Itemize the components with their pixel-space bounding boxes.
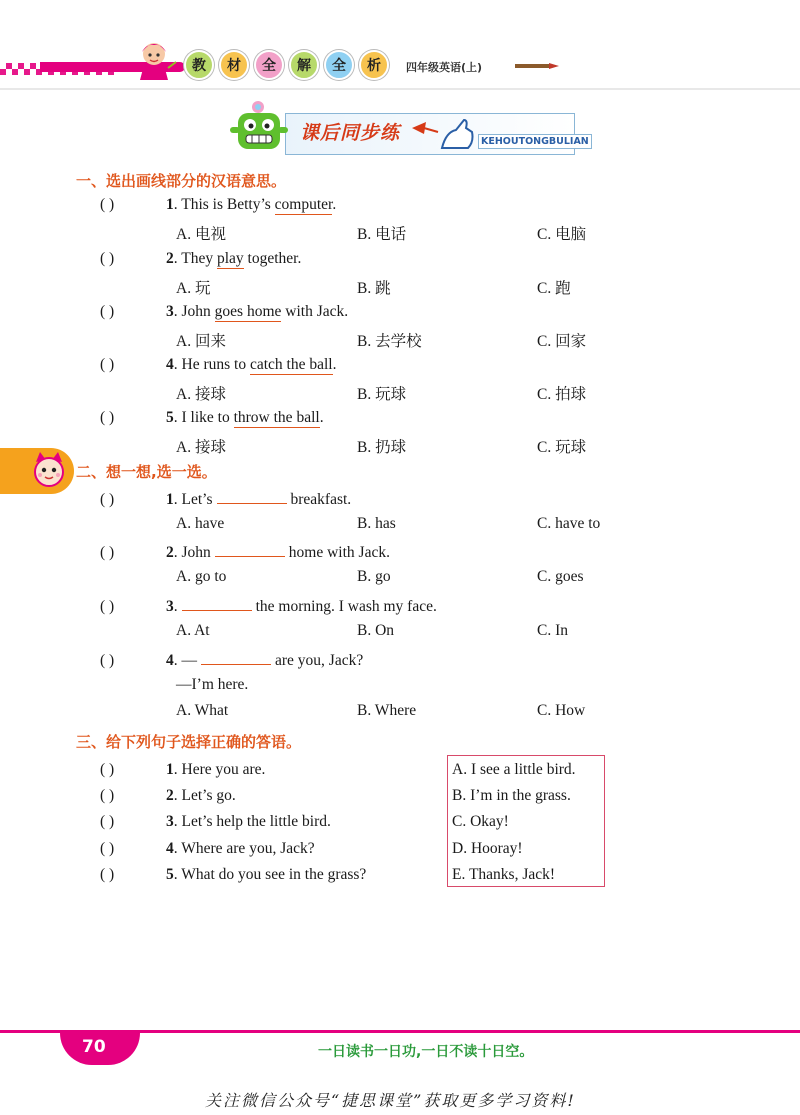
question-text: . <box>173 598 178 615</box>
series-title-char: 全 <box>324 50 354 80</box>
answer-bracket[interactable]: ( ) <box>100 491 115 508</box>
question-row <box>100 596 437 616</box>
option-a: A. At <box>176 622 210 639</box>
option-c: C. 拍球 <box>537 386 587 403</box>
question-number: 3 <box>166 813 174 830</box>
question-row <box>100 196 336 214</box>
question-text: . I like to <box>173 409 234 426</box>
section-3-title: 三、给下列句子选择正确的答语。 <box>76 733 302 751</box>
book-title: 四年级英语(上) <box>406 61 483 74</box>
question-row <box>100 866 366 884</box>
header-divider <box>0 88 800 90</box>
answer-bracket[interactable]: ( ) <box>100 787 115 804</box>
question-row <box>100 542 390 562</box>
question-text: together. <box>243 250 302 267</box>
answer-bracket[interactable]: ( ) <box>100 598 115 615</box>
question-number: 5 <box>166 409 174 426</box>
underlined-phrase: goes home <box>214 303 282 320</box>
question-text: . John <box>173 303 215 320</box>
answer-bracket[interactable]: ( ) <box>100 761 115 778</box>
question-text: . This is Betty’s <box>173 196 275 213</box>
answer-option: C. Okay! <box>452 813 509 830</box>
question-text: breakfast. <box>290 491 352 508</box>
fill-blank[interactable] <box>215 542 285 557</box>
question-row <box>100 303 348 321</box>
question-row <box>100 650 363 670</box>
green-monster-mascot-icon <box>228 99 292 159</box>
girl-mascot-icon <box>130 38 178 82</box>
question-text: . John <box>173 544 211 561</box>
option-b: B. On <box>357 622 395 639</box>
question-text: . — <box>173 652 197 669</box>
question-reply: —I’m here. <box>176 676 249 693</box>
question-row <box>100 761 265 779</box>
answer-bracket[interactable]: ( ) <box>100 652 115 669</box>
section-1-title: 一、选出画线部分的汉语意思。 <box>76 172 287 190</box>
question-text: with Jack. <box>281 303 349 320</box>
option-c: C. goes <box>537 568 584 585</box>
answer-option: B. I’m in the grass. <box>452 787 571 804</box>
question-row <box>100 489 351 509</box>
question-text: . <box>332 356 337 373</box>
question-text: . <box>319 409 324 426</box>
question-number: 4 <box>166 356 174 373</box>
option-b: B. 玩球 <box>357 386 407 403</box>
underlined-phrase: computer <box>274 196 333 213</box>
option-c: C. 玩球 <box>537 439 587 456</box>
series-title-char: 材 <box>219 50 249 80</box>
option-a: A. 回来 <box>176 333 226 350</box>
question-text: . Let’s go. <box>173 787 236 804</box>
question-number: 1 <box>166 491 174 508</box>
handwritten-note: 关注微信公众号“捷思课堂”获取更多学习资料! <box>205 1091 576 1110</box>
question-row <box>100 356 336 374</box>
option-c: C. 电脑 <box>537 226 587 243</box>
question-text: . They <box>173 250 217 267</box>
answer-bracket[interactable]: ( ) <box>100 544 115 561</box>
answer-bracket[interactable]: ( ) <box>100 356 115 373</box>
question-number: 2 <box>166 544 174 561</box>
footer-motto: 一日读书一日功,一日不读十日空。 <box>318 1044 534 1060</box>
underlined-phrase: play <box>216 250 244 267</box>
answer-bracket[interactable]: ( ) <box>100 303 115 320</box>
question-number: 2 <box>166 250 174 267</box>
question-number: 4 <box>166 652 174 669</box>
option-b: B. 去学校 <box>357 333 422 350</box>
option-a: A. 接球 <box>176 439 226 456</box>
option-c: C. have to <box>537 515 601 532</box>
answer-bracket[interactable]: ( ) <box>100 196 115 213</box>
option-b: B. 跳 <box>357 280 391 297</box>
series-title-char: 全 <box>254 50 284 80</box>
question-row <box>100 409 324 427</box>
answer-bracket[interactable]: ( ) <box>100 250 115 267</box>
question-number: 1 <box>166 761 174 778</box>
option-b: B. Where <box>357 702 417 719</box>
answer-bracket[interactable]: ( ) <box>100 813 115 830</box>
question-row <box>100 840 315 858</box>
option-b: B. has <box>357 515 396 532</box>
question-number: 5 <box>166 866 174 883</box>
question-number: 2 <box>166 787 174 804</box>
question-number: 3 <box>166 598 174 615</box>
option-c: C. How <box>537 702 586 719</box>
answer-bracket[interactable]: ( ) <box>100 866 115 883</box>
question-text: . Let’s <box>173 491 213 508</box>
underlined-phrase: catch the ball <box>249 356 333 373</box>
option-a: A. have <box>176 515 225 532</box>
series-title-char: 教 <box>184 50 214 80</box>
question-row <box>100 250 301 268</box>
question-row <box>100 813 331 831</box>
answer-option: A. I see a little bird. <box>452 761 576 778</box>
option-a: A. 接球 <box>176 386 226 403</box>
option-b: B. 电话 <box>357 226 407 243</box>
option-a: A. 电视 <box>176 226 226 243</box>
fill-blank[interactable] <box>217 489 287 504</box>
question-text: . What do you see in the grass? <box>173 866 367 883</box>
answer-bracket[interactable]: ( ) <box>100 409 115 426</box>
answer-option: D. Hooray! <box>452 840 523 857</box>
fill-blank[interactable] <box>182 596 252 611</box>
option-b: B. go <box>357 568 391 585</box>
question-text: . He runs to <box>173 356 250 373</box>
banner-title: 课后同步练 <box>300 122 401 144</box>
question-text: home with Jack. <box>288 544 390 561</box>
series-title <box>184 50 389 80</box>
option-c: C. 跑 <box>537 280 571 297</box>
question-text: . Where are you, Jack? <box>173 840 315 857</box>
question-text: the morning. I wash my face. <box>255 598 437 615</box>
question-number: 1 <box>166 196 174 213</box>
question-text: . Here you are. <box>173 761 266 778</box>
question-text: . <box>332 196 337 213</box>
option-a: A. What <box>176 702 229 719</box>
question-number: 4 <box>166 840 174 857</box>
question-text: are you, Jack? <box>275 652 364 669</box>
fill-blank[interactable] <box>201 650 271 665</box>
series-title-char: 解 <box>289 50 319 80</box>
cat-mascot-icon <box>30 452 68 490</box>
pointing-hand-icon <box>412 118 478 154</box>
option-a: A. go to <box>176 568 227 585</box>
question-number: 3 <box>166 303 174 320</box>
pencil-icon <box>515 62 559 70</box>
underlined-phrase: throw the ball <box>233 409 320 426</box>
answer-bracket[interactable]: ( ) <box>100 840 115 857</box>
answer-option: E. Thanks, Jack! <box>452 866 556 883</box>
option-c: C. 回家 <box>537 333 587 350</box>
option-b: B. 扔球 <box>357 439 407 456</box>
option-c: C. In <box>537 622 568 639</box>
option-a: A. 玩 <box>176 280 211 297</box>
series-title-char: 析 <box>359 50 389 80</box>
banner-pinyin: KEHOUTONGBULIAN <box>478 134 592 149</box>
question-row <box>100 787 236 805</box>
page-number: 70 <box>82 1037 106 1057</box>
section-2-title: 二、想一想,选一选。 <box>76 463 217 481</box>
question-text: . Let’s help the little bird. <box>173 813 331 830</box>
